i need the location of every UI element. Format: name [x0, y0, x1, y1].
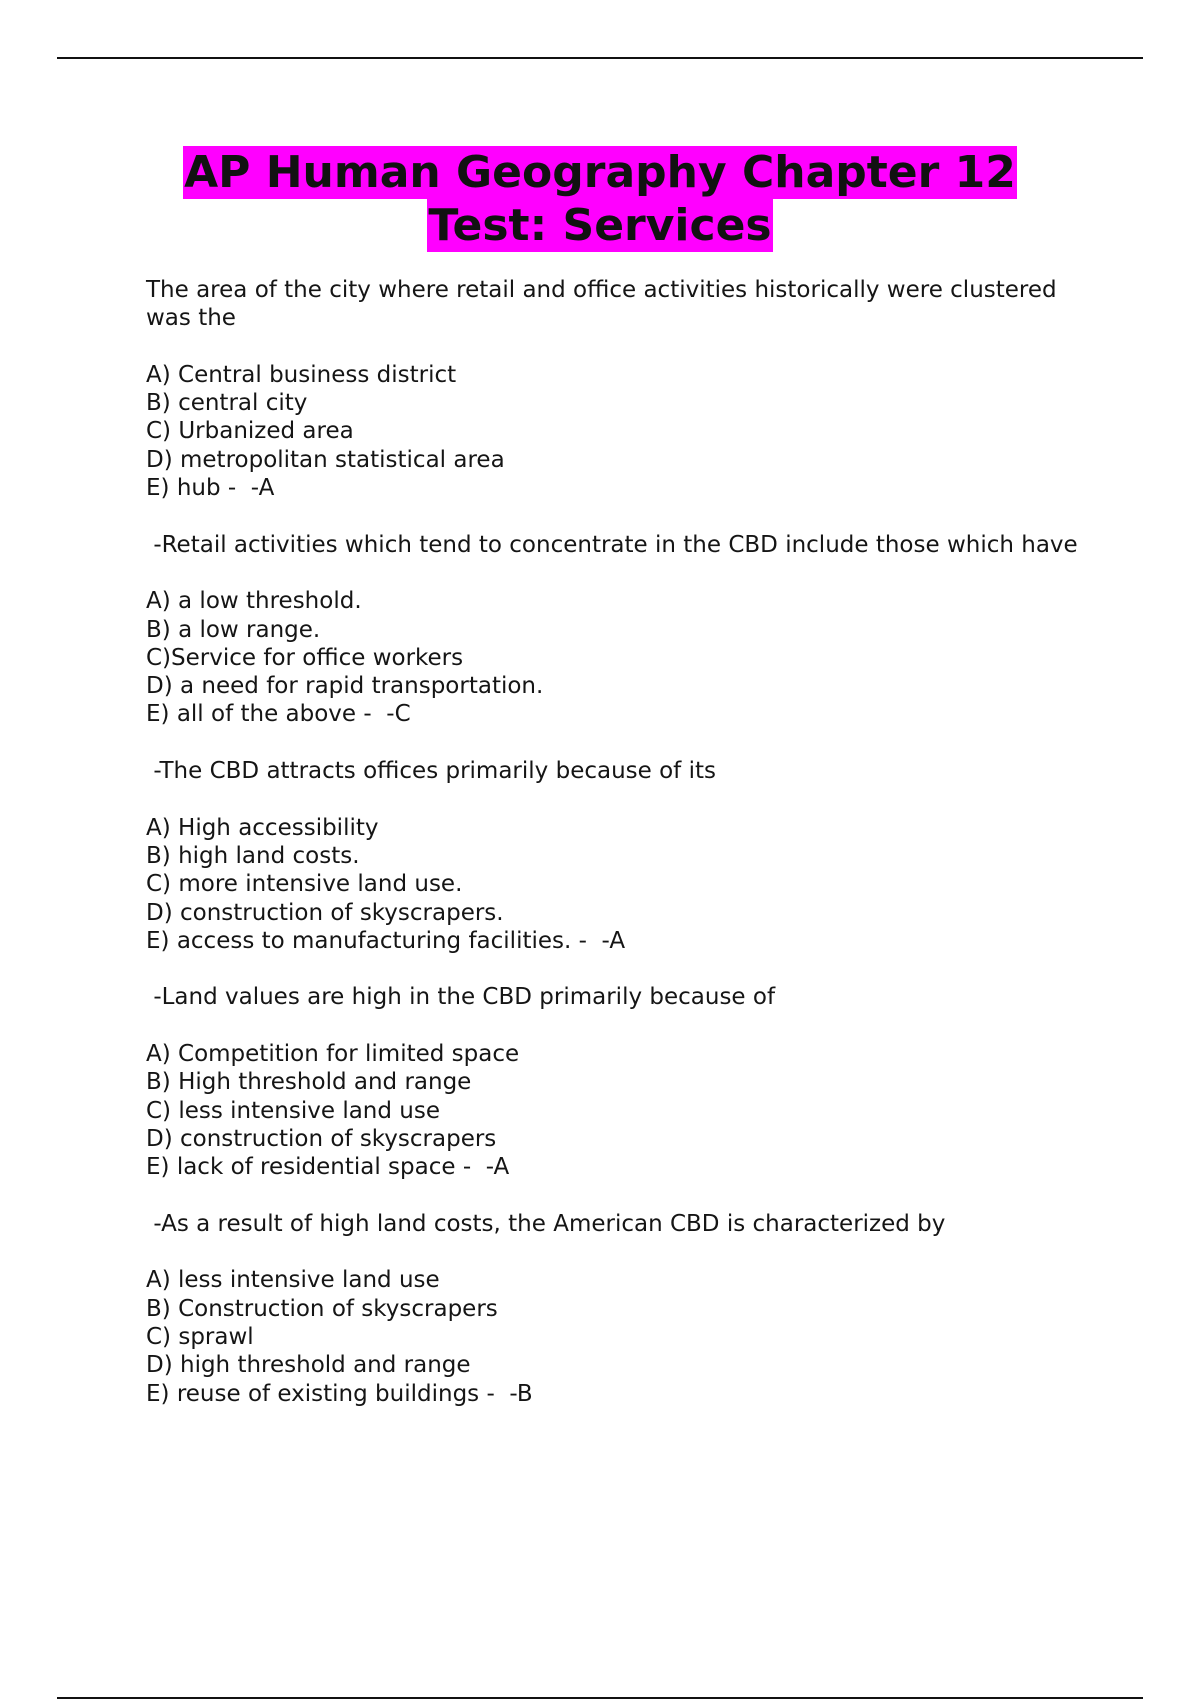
question-list	[146, 276, 1086, 1436]
question-prompt: -As a result of high land costs, the American CBD is characterized by	[146, 1210, 946, 1237]
answer-option: B) central city	[146, 390, 308, 417]
question-block	[146, 276, 1086, 502]
page-title	[57, 146, 1143, 252]
answer-option: A) less intensive land use	[146, 1267, 440, 1294]
page-title-line-1: AP Human Geography Chapter 12	[184, 147, 1016, 198]
answer-option: D) metropolitan statistical area	[146, 446, 505, 473]
question-block	[146, 1210, 1086, 1408]
bottom-divider	[57, 1697, 1143, 1699]
answer-option: E) reuse of existing buildings - -B	[146, 1380, 533, 1407]
answer-option: B) high land costs.	[146, 842, 360, 869]
answer-option: E) lack of residential space - -A	[146, 1154, 510, 1181]
answer-options	[146, 814, 1086, 955]
answer-option: E) hub - -A	[146, 475, 275, 502]
answer-options	[146, 587, 1086, 728]
answer-option: E) all of the above - -C	[146, 701, 411, 728]
top-divider	[57, 57, 1143, 59]
question-prompt: -Retail activities which tend to concentrate in the CBD include those which have	[146, 531, 1078, 558]
answer-option: C) sprawl	[146, 1323, 254, 1350]
answer-option: D) a need for rapid transportation.	[146, 673, 544, 700]
question-block	[146, 757, 1086, 955]
answer-option: D) high threshold and range	[146, 1352, 471, 1379]
answer-option: C)Service for office workers	[146, 644, 464, 671]
answer-option: B) High threshold and range	[146, 1069, 472, 1096]
answer-option: A) a low threshold.	[146, 588, 362, 615]
page-title-line-2: Test: Services	[428, 200, 772, 251]
answer-options	[146, 361, 1086, 502]
answer-option: B) Construction of skyscrapers	[146, 1295, 498, 1322]
answer-option: C) less intensive land use	[146, 1097, 441, 1124]
question-prompt: The area of the city where retail and office activities historically were clustered was the	[146, 277, 1064, 332]
answer-option: A) Competition for limited space	[146, 1041, 520, 1068]
answer-options	[146, 1040, 1086, 1181]
answer-option: D) construction of skyscrapers	[146, 1125, 497, 1152]
question-block	[146, 983, 1086, 1181]
answer-option: E) access to manufacturing facilities. - -A	[146, 927, 626, 954]
question-prompt: -Land values are high in the CBD primarily because of	[146, 984, 776, 1011]
question-prompt: -The CBD attracts offices primarily because of its	[146, 758, 716, 785]
answer-option: A) Central business district	[146, 361, 457, 388]
answer-option: C) more intensive land use.	[146, 871, 463, 898]
answer-options	[146, 1266, 1086, 1407]
question-block	[146, 531, 1086, 729]
answer-option: B) a low range.	[146, 616, 321, 643]
answer-option: D) construction of skyscrapers.	[146, 899, 504, 926]
answer-option: A) High accessibility	[146, 814, 379, 841]
answer-option: C) Urbanized area	[146, 418, 354, 445]
